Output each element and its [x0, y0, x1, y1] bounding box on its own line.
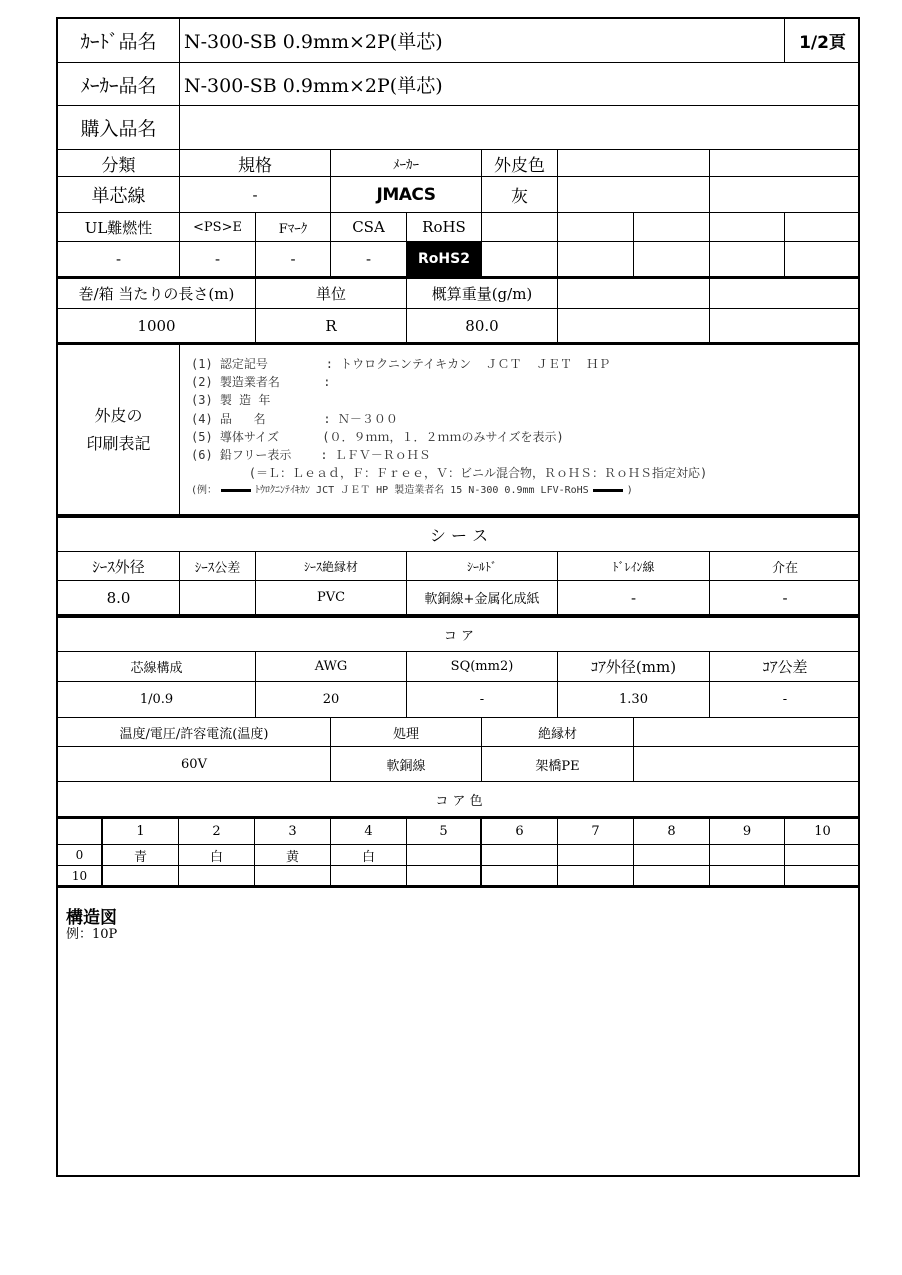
spec-sheet: [56, 17, 860, 1177]
awg-value: 20: [256, 682, 407, 718]
card-name-label: ｶｰﾄﾞ品名: [58, 19, 180, 63]
core-color-col-header: 6: [482, 819, 558, 845]
printing-line: (3) 製 造 年: [191, 393, 271, 408]
treatment-value: 軟銅線: [331, 747, 482, 782]
printing-label-line1: 外皮の: [94, 405, 143, 425]
empty-cell: [558, 309, 710, 345]
empty-cell: [482, 213, 558, 242]
insulation-value: 架橋PE: [482, 747, 634, 782]
core-tolerance-value: -: [710, 682, 860, 718]
sheath-tolerance-value: [180, 581, 256, 617]
empty-cell: [634, 718, 860, 747]
csa-header: CSA: [331, 213, 407, 242]
conductor-value: 1/0.9: [58, 682, 256, 718]
unit-header: 単位: [256, 279, 407, 309]
sq-header: SQ(mm2): [407, 652, 558, 682]
card-name-value: N-300-SB 0.9mm×2P(単芯): [180, 19, 785, 63]
maker-header: ﾒｰｶｰ: [331, 150, 482, 177]
rohs2-badge: RoHS2: [407, 242, 482, 279]
sheath-color-value: 灰: [482, 177, 558, 213]
core-color-cell: [710, 866, 785, 888]
core-color-cell: [634, 845, 710, 866]
treatment-header: 処理: [331, 718, 482, 747]
core-color-col-header: 7: [558, 819, 634, 845]
filler-header: 介在: [710, 552, 860, 581]
length-per-spool-value: 1000: [58, 309, 256, 345]
structure-note: 例：10P: [66, 927, 118, 942]
page-indicator: 1/2頁: [785, 19, 860, 63]
sheath-insulation-header: ｼｰｽ絶縁材: [256, 552, 407, 581]
sheath-title: シ ー ス: [58, 517, 860, 552]
core-color-cell: [710, 845, 785, 866]
sheath-insulation-value: PVC: [256, 581, 407, 617]
pse-value: -: [180, 242, 256, 279]
example-text: ﾄｳﾛｸﾆﾝﾃｲｷｶﾝ JCT ＪＥＴ HP 製造業者名 15 N-300 0.9mm LFV-RoHS: [255, 485, 589, 497]
sheath-tolerance-header: ｼｰｽ公差: [180, 552, 256, 581]
core-color-cell: [407, 845, 482, 866]
core-color-cell: [634, 866, 710, 888]
sheath-od-header: ｼｰｽ外径: [58, 552, 180, 581]
empty-cell: [710, 150, 860, 177]
core-od-value: 1.30: [558, 682, 710, 718]
csa-value: -: [331, 242, 407, 279]
core-color-col-header: 8: [634, 819, 710, 845]
sheath-color-header: 外皮色: [482, 150, 558, 177]
example-suffix: ): [626, 485, 633, 497]
ul-value: -: [58, 242, 180, 279]
example-prefix: (例：: [191, 485, 218, 497]
core-color-col-header: 9: [710, 819, 785, 845]
drain-wire-value: -: [558, 581, 710, 617]
shield-value: 軟銅線+金属化成紙: [407, 581, 558, 617]
core-color-row-label: 10: [58, 866, 103, 888]
maker-name-label: ﾒｰｶｰ品名: [58, 63, 180, 106]
core-tolerance-header: ｺｱ公差: [710, 652, 860, 682]
classification-value: 単芯線: [58, 177, 180, 213]
bar-marker-icon: [221, 489, 251, 492]
printing-line: (4) 品 名 : Ｎ－３００: [191, 411, 398, 426]
empty-cell: [558, 242, 634, 279]
purchase-name-value: [180, 106, 860, 150]
ul-header: UL難燃性: [58, 213, 180, 242]
filler-value: -: [710, 581, 860, 617]
empty-cell: [710, 279, 860, 309]
standard-value: -: [180, 177, 331, 213]
empty-cell: [558, 150, 710, 177]
empty-cell: [558, 213, 634, 242]
core-color-corner: [58, 819, 103, 845]
core-color-cell: [179, 866, 255, 888]
awg-header: AWG: [256, 652, 407, 682]
weight-value: 80.0: [407, 309, 558, 345]
empty-cell: [634, 747, 860, 782]
core-color-col-header: 5: [407, 819, 482, 845]
printing-line: (5) 導体サイズ (０．９ｍｍ，１．２ｍｍのみサイズを表示): [191, 429, 564, 444]
printing-label: [58, 345, 180, 517]
drain-wire-header: ﾄﾞﾚｲﾝ線: [558, 552, 710, 581]
empty-cell: [710, 309, 860, 345]
core-color-col-header: 10: [785, 819, 860, 845]
core-color-cell: [482, 845, 558, 866]
core-color-cell: [785, 866, 860, 888]
pse-header: <PS>E: [180, 213, 256, 242]
core-color-cell: [407, 866, 482, 888]
empty-cell: [558, 177, 710, 213]
core-color-row-label: 0: [58, 845, 103, 866]
printing-label-line2: 印刷表記: [86, 433, 151, 453]
core-color-cell: [785, 845, 860, 866]
bar-marker-icon: [593, 489, 623, 492]
structure-title: 構造図: [66, 908, 117, 928]
rohs-header: RoHS: [407, 213, 482, 242]
core-color-cell: 白: [179, 845, 255, 866]
core-color-col-header: 1: [103, 819, 179, 845]
printing-example: [191, 482, 707, 500]
core-color-cell: [255, 866, 331, 888]
core-color-cell: [482, 866, 558, 888]
core-color-col-header: 3: [255, 819, 331, 845]
empty-cell: [482, 242, 558, 279]
sq-value: -: [407, 682, 558, 718]
weight-header: 概算重量(g/m): [407, 279, 558, 309]
shield-header: ｼｰﾙﾄﾞ: [407, 552, 558, 581]
standard-header: 規格: [180, 150, 331, 177]
core-color-cell: [103, 866, 179, 888]
core-color-cell: [331, 866, 407, 888]
conductor-header: 芯線構成: [58, 652, 256, 682]
classification-header: 分類: [58, 150, 180, 177]
maker-name-value: N-300-SB 0.9mm×2P(単芯): [180, 63, 860, 106]
empty-cell: [785, 242, 860, 279]
core-od-header: ｺｱ外径(mm): [558, 652, 710, 682]
core-color-col-header: 4: [331, 819, 407, 845]
printing-line: (＝Ｌ：Ｌｅａｄ，Ｆ：Ｆｒｅｅ，Ｖ：ビニル混合物，ＲｏＨＳ：ＲｏＨＳ指定対応): [191, 466, 708, 481]
rating-header: 温度/電圧/許容電流(温度): [58, 718, 331, 747]
core-color-col-header: 2: [179, 819, 255, 845]
printing-lines: [191, 355, 707, 501]
core-color-cell: 青: [103, 845, 179, 866]
empty-cell: [785, 213, 860, 242]
printing-line: (6) 鉛フリー表示 : ＬＦＶ－ＲｏＨＳ: [191, 448, 431, 463]
core-color-cell: 黄: [255, 845, 331, 866]
core-color-cell: [558, 845, 634, 866]
empty-cell: [710, 213, 785, 242]
printing-line: (1) 認定記号 : トウロクニンテイキカン ＪＣＴ ＪＥＴ ＨＰ: [191, 357, 611, 371]
maker-logo: JMACS: [331, 177, 482, 213]
purchase-name-label: 購入品名: [58, 106, 180, 150]
empty-cell: [634, 213, 710, 242]
printing-line: (2) 製造業者名 :: [191, 375, 331, 390]
f-mark-header: Fﾏｰｸ: [256, 213, 331, 242]
f-mark-value: -: [256, 242, 331, 279]
sheath-od-value: 8.0: [58, 581, 180, 617]
empty-cell: [710, 242, 785, 279]
empty-cell: [634, 242, 710, 279]
empty-cell: [710, 177, 860, 213]
core-color-title: コ ア 色: [58, 782, 860, 819]
core-color-cell: [558, 866, 634, 888]
unit-value: R: [256, 309, 407, 345]
length-per-spool-header: 巻/箱 当たりの長さ(m): [58, 279, 256, 309]
insulation-header: 絶縁材: [482, 718, 634, 747]
rating-value: 60V: [58, 747, 331, 782]
empty-cell: [558, 279, 710, 309]
core-color-cell: 白: [331, 845, 407, 866]
core-title: コ ア: [58, 617, 860, 652]
